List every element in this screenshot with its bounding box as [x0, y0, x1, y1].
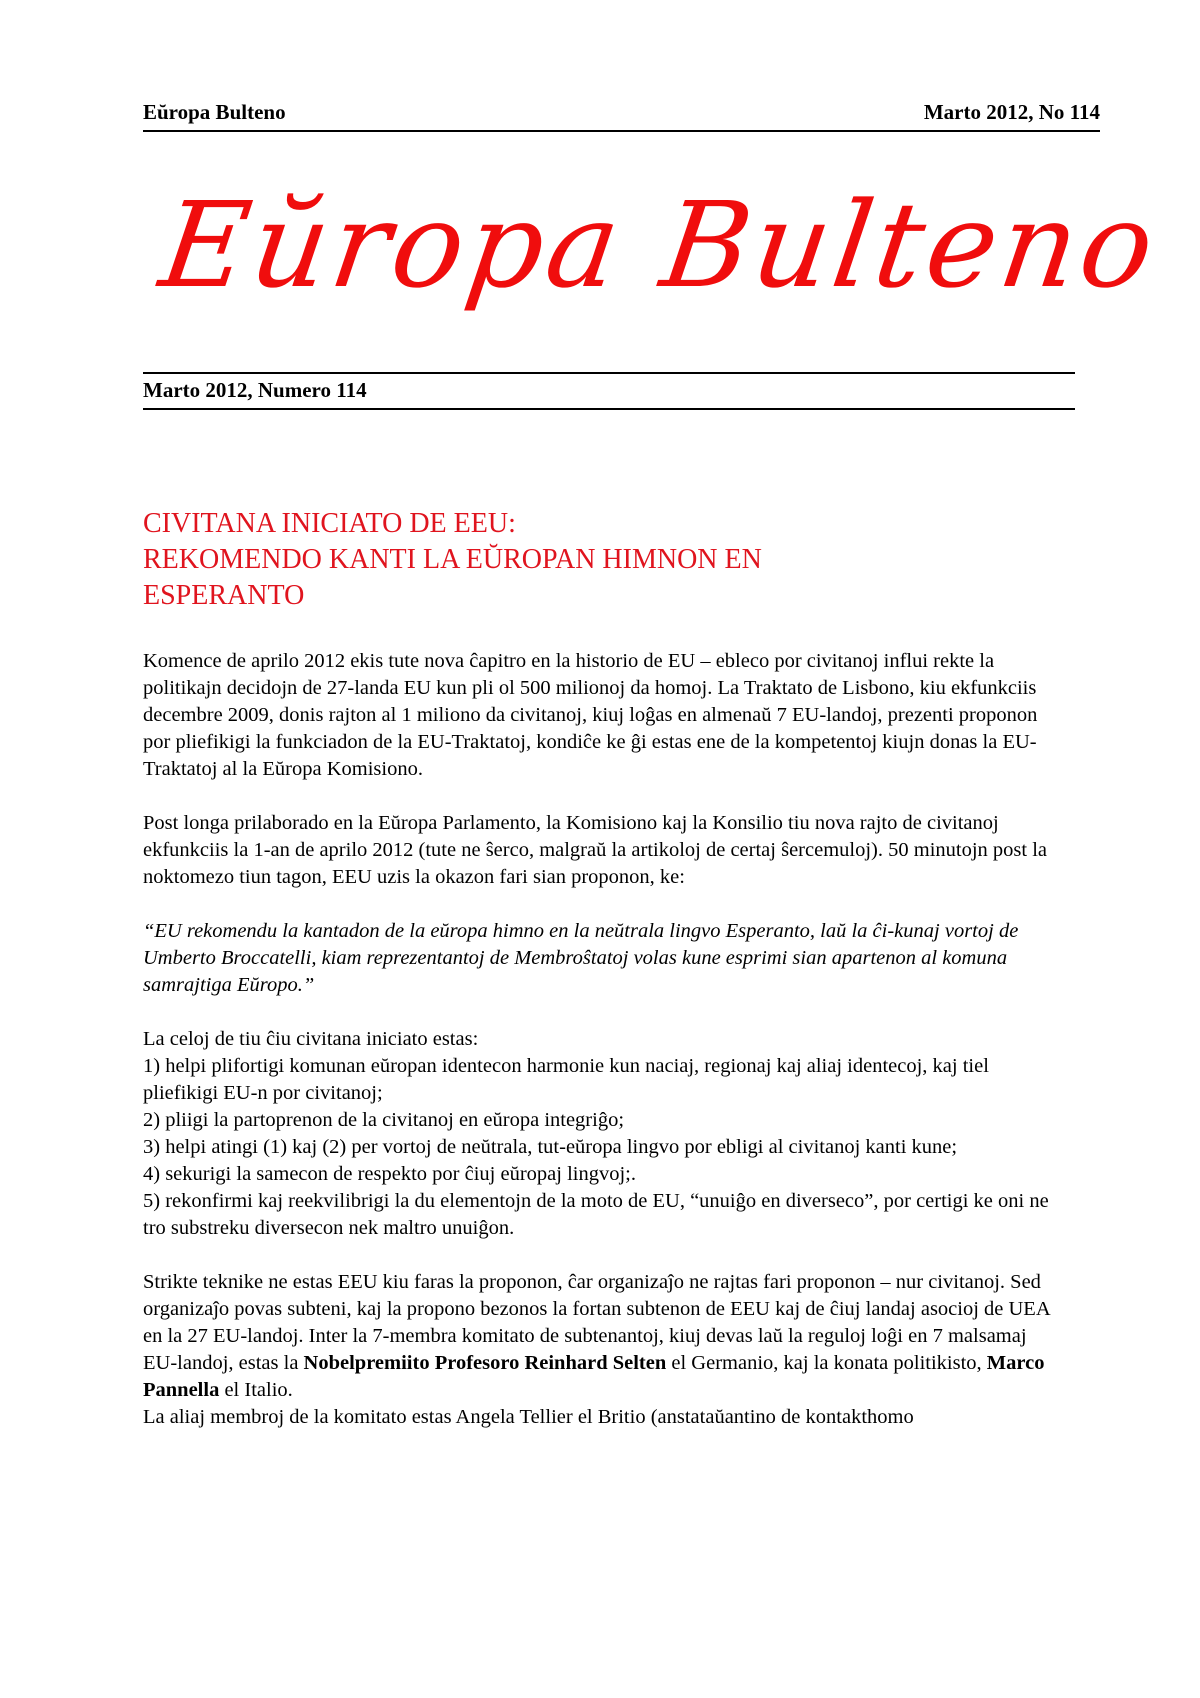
list-item: 3) helpi atingi (1) kaj (2) per vortoj de neŭtrala, tut-eŭropa lingvo por ebligi al civitanoj kanti kune; [143, 1136, 958, 1158]
committee-text-2: el Germanio, kaj la konata politikisto, [666, 1352, 987, 1374]
committee-member-selten: Nobelpremiito Profesoro Reinhard Selten [303, 1352, 667, 1374]
article-body [143, 648, 1063, 1458]
running-header [143, 100, 1100, 132]
paragraph-committee [143, 1269, 1063, 1431]
running-header-title: Eŭropa Bulteno [143, 100, 286, 124]
paragraph-background: Post longa prilaborado en la Eŭropa Parlamento, la Komisiono kaj la Konsilio tiu nova rajto de civitanoj ekfunkciis la 1-an de aprilo 2012 (tute ne ŝerco, malgraŭ la artikoloj de certaj ŝercemuloj). 50 minutojn post la noktomezo tiun tagon, EEU uzis la okazon fari sian proponon, ke: [143, 812, 1047, 888]
list-item: 5) rekonfirmi kaj reekvilibrigi la du elementojn de la moto de EU, “unuiĝo en diverseco”, por certigi ke oni ne tro substreku diversecon nek maltro unuiĝon. [143, 1190, 1049, 1239]
running-header-issue: Marto 2012, No 114 [923, 100, 1100, 124]
list-item: 4) sekurigi la samecon de respekto por ĉiuj eŭropaj lingvoj;. [143, 1163, 637, 1185]
goals-intro: La celoj de tiu ĉiu civitana iniciato estas: [143, 1028, 479, 1050]
committee-member-pannella: Marco Pannella [143, 1352, 1045, 1401]
committee-text-3: el Italio. [219, 1379, 293, 1401]
headline-line-1: CIVITANA INICIATO DE EEU: [143, 508, 516, 539]
article-headline [143, 506, 1043, 614]
masthead-title: Eŭropa Bulteno [152, 176, 1167, 314]
list-item: 1) helpi plifortigi komunan eŭropan identecon harmonie kun naciaj, regionaj kaj aliaj identecoj, kaj tiel pliefikigi EU-n por civitanoj; [143, 1055, 989, 1104]
committee-text-4: La aliaj membroj de la komitato estas Angela Tellier el Britio (anstataŭantino de kontakthomo [143, 1406, 914, 1428]
proposal-quote: “EU rekomendu la kantadon de la eŭropa himno en la neŭtrala lingvo Esperanto, laŭ la ĉi-kunaj vortoj de Umberto Broccatelli, kiam reprezentantoj de Membroŝtatoj volas kune esprimi sian apartenon al komuna samrajtiga Eŭropo.” [143, 920, 1019, 996]
issue-line: Marto 2012, Numero 114 [143, 372, 1075, 410]
list-item: 2) pliigi la partoprenon de la civitanoj en eŭropa integriĝo; [143, 1109, 625, 1131]
committee-text-1: Strikte teknike ne estas EEU kiu faras la proponon, ĉar organizaĵo ne rajtas fari proponon – nur civitanoj. Sed organizaĵo povas subteni, kaj la propono bezonos la fortan subtenon de EEU kaj de ĉiuj landaj asocioj de UEA en la 27 EU-landoj. Inter la 7-membra komitato de subtenantoj, kiuj devas laŭ la reguloj loĝi en 7 malsamaj EU-landoj, estas la [143, 1271, 1050, 1374]
goals-list [143, 1053, 1063, 1242]
headline-line-2: REKOMENDO KANTI LA EŬROPAN HIMNON EN [143, 544, 762, 575]
paragraph-intro: Komence de aprilo 2012 ekis tute nova ĉapitro en la historio de EU – ebleco por civitanoj influi rekte la politikajn decidojn de 27-landa EU kun pli ol 500 milionoj da homoj. La Traktato de Lisbono, kiu ekfunkciis decembre 2009, donis rajton al 1 miliono da civitanoj, kiuj loĝas en almenaŭ 7 EU-landoj, prezenti proponon por pliefikigi la funkciadon de la EU-Traktatoj, kondiĉe ke ĝi estas ene de la kompetentoj kiujn donas la EU-Traktatoj al la Eŭropa Komisiono. [143, 650, 1038, 780]
headline-line-3: ESPERANTO [143, 580, 305, 611]
